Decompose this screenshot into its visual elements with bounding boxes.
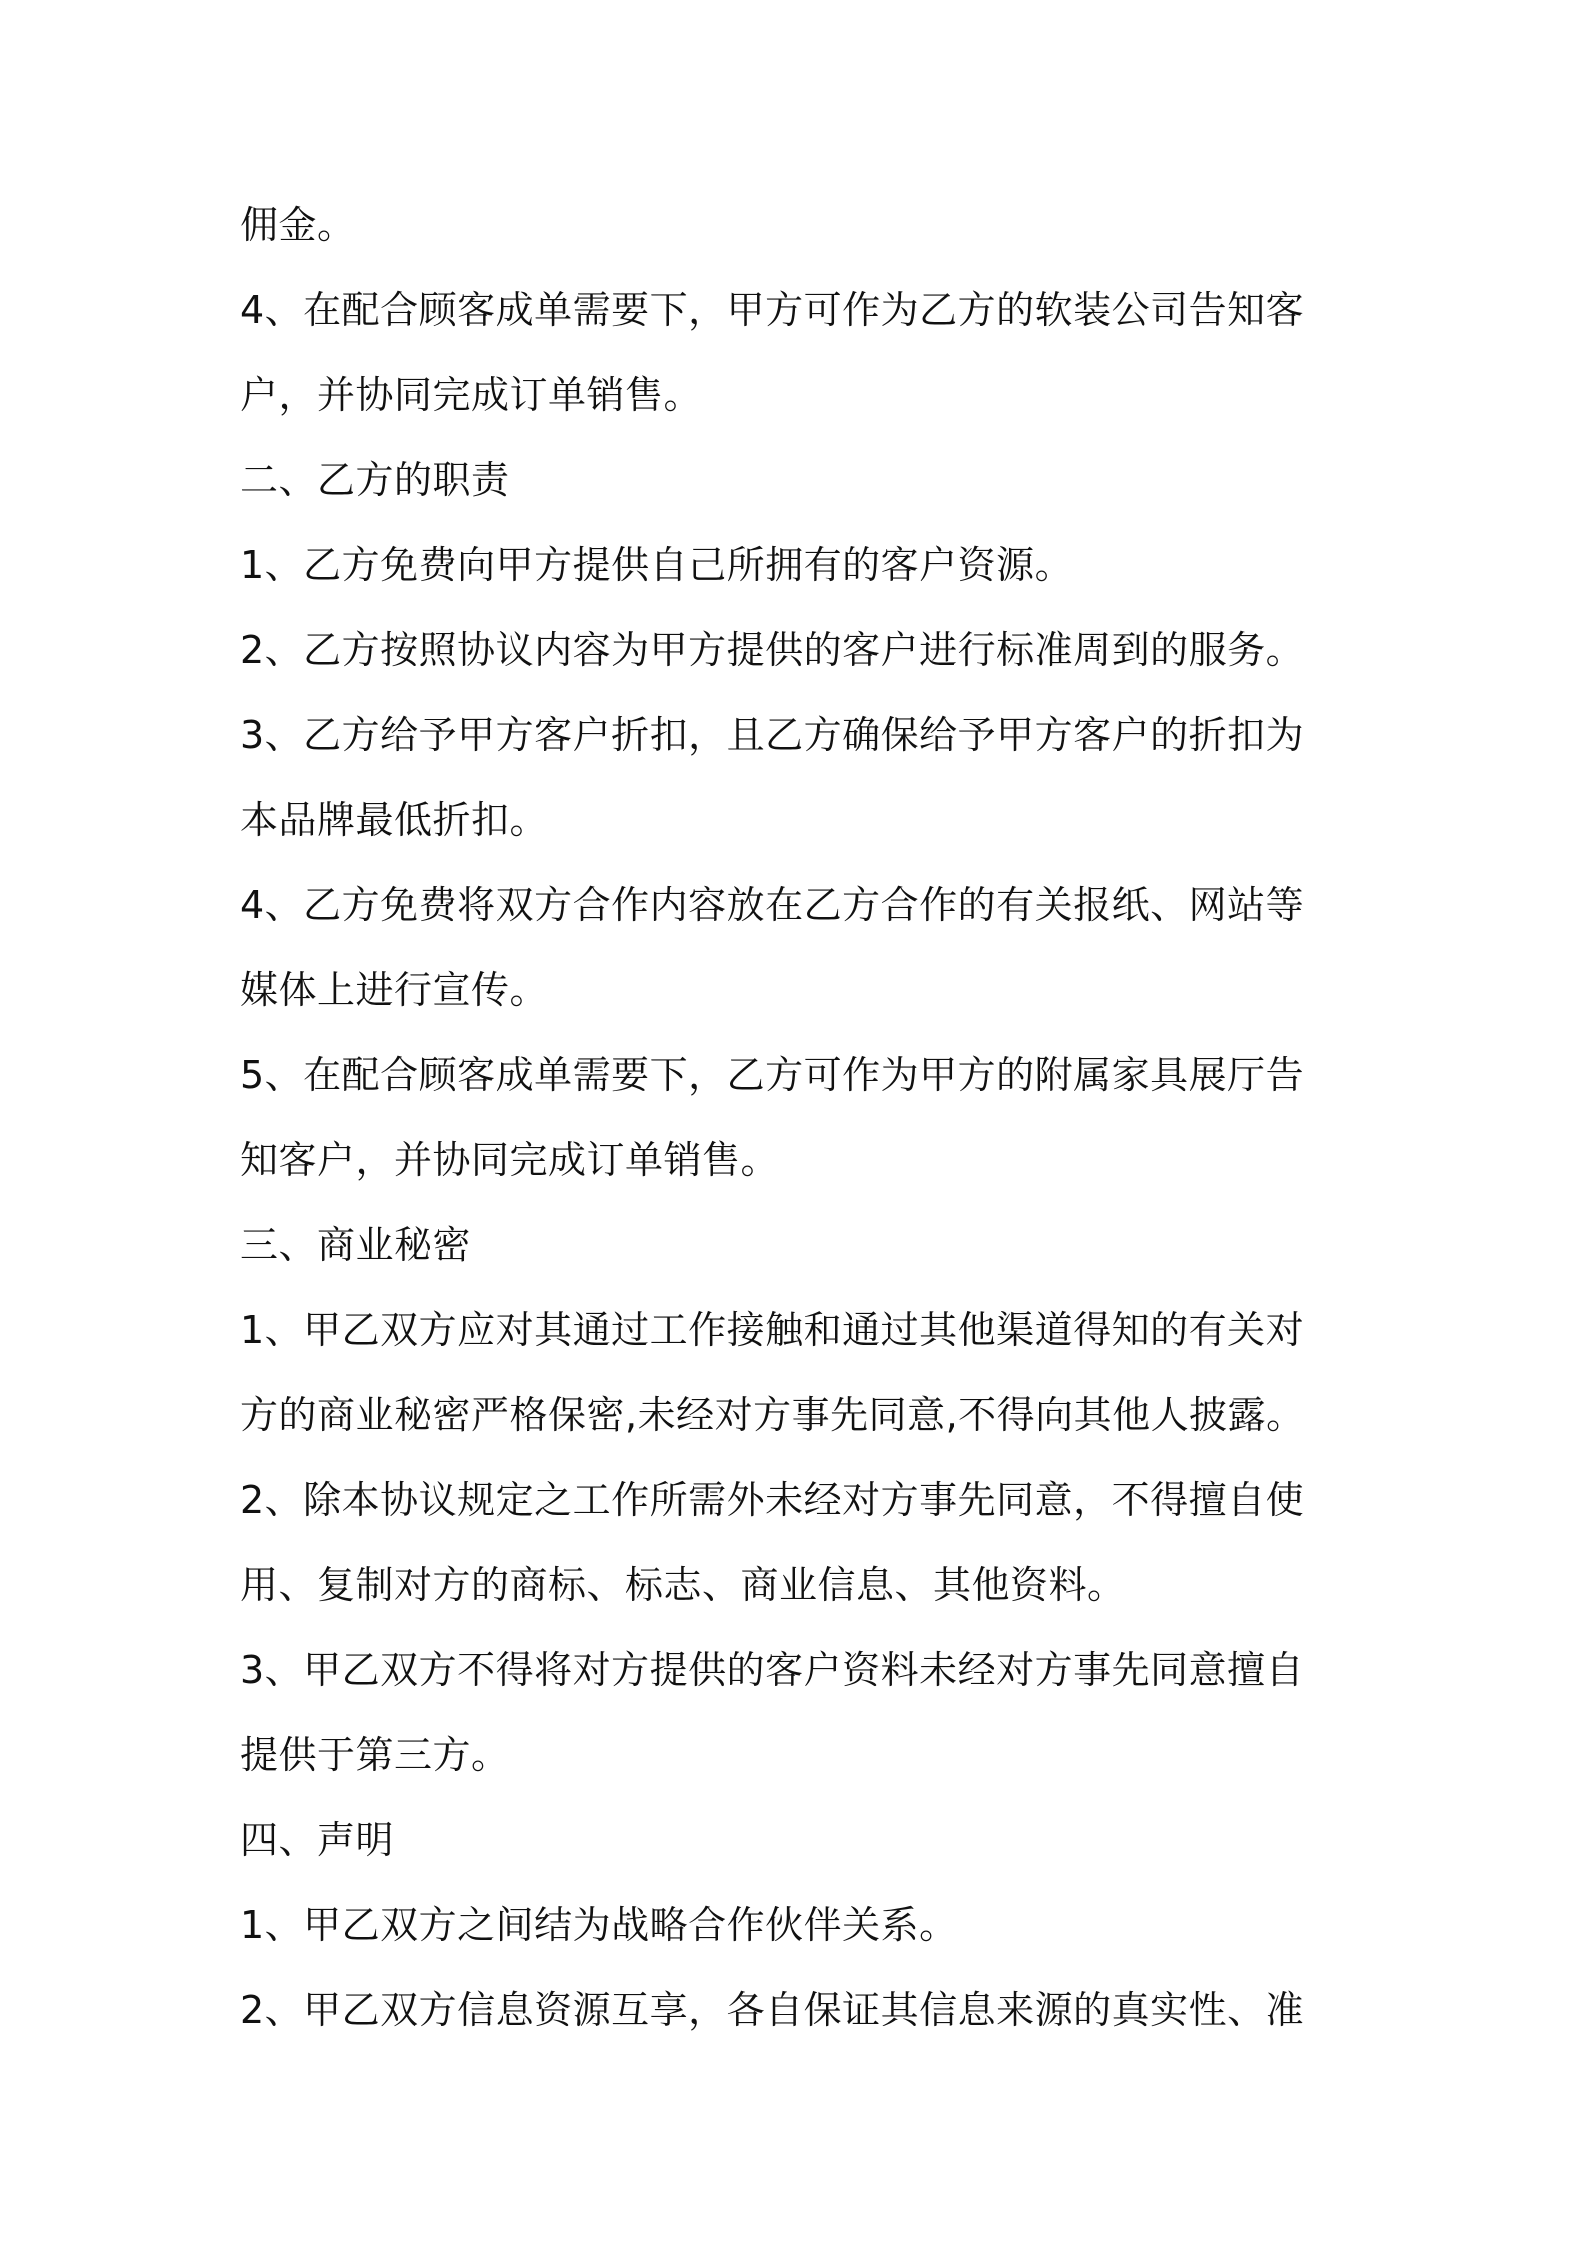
- text-line-9: 4、乙方免费将双方合作内容放在乙方合作的有关报纸、网站等: [240, 883, 1305, 927]
- text-line-10: 媒体上进行宣传。: [240, 968, 549, 1012]
- text-line-7: 3、乙方给予甲方客户折扣，且乙方确保给予甲方客户的折扣为: [240, 713, 1305, 757]
- section-heading-2: 二、乙方的职责: [240, 458, 510, 502]
- text-line-3: 户，并协同完成订单销售。: [240, 373, 703, 417]
- text-line-15: 方的商业秘密严格保密,未经对方事先同意,不得向其他人披露。: [240, 1393, 1305, 1437]
- text-line-6: 2、乙方按照协议内容为甲方提供的客户进行标准周到的服务。: [240, 628, 1305, 672]
- text-line-21: 1、甲乙双方之间结为战略合作伙伴关系。: [240, 1903, 958, 1947]
- section-heading-4: 四、声明: [240, 1818, 395, 1862]
- text-line-11: 5、在配合顾客成单需要下，乙方可作为甲方的附属家具展厅告: [240, 1053, 1305, 1097]
- text-line-8: 本品牌最低折扣。: [240, 798, 549, 842]
- text-line-19: 提供于第三方。: [240, 1733, 510, 1777]
- text-line-2: 4、在配合顾客成单需要下，甲方可作为乙方的软装公司告知客: [240, 288, 1305, 332]
- text-line-1: 佣金。: [240, 203, 356, 247]
- text-line-22: 2、甲乙双方信息资源互享，各自保证其信息来源的真实性、准: [240, 1988, 1305, 2032]
- text-line-5: 1、乙方免费向甲方提供自己所拥有的客户资源。: [240, 543, 1074, 587]
- text-line-16: 2、除本协议规定之工作所需外未经对方事先同意，不得擅自使: [240, 1478, 1305, 1522]
- text-line-14: 1、甲乙双方应对其通过工作接触和通过其他渠道得知的有关对: [240, 1308, 1305, 1352]
- text-line-17: 用、复制对方的商标、标志、商业信息、其他资料。: [240, 1563, 1126, 1607]
- text-line-12: 知客户，并协同完成订单销售。: [240, 1138, 780, 1182]
- text-line-18: 3、甲乙双方不得将对方提供的客户资料未经对方事先同意擅自: [240, 1648, 1305, 1692]
- section-heading-3: 三、商业秘密: [240, 1223, 472, 1267]
